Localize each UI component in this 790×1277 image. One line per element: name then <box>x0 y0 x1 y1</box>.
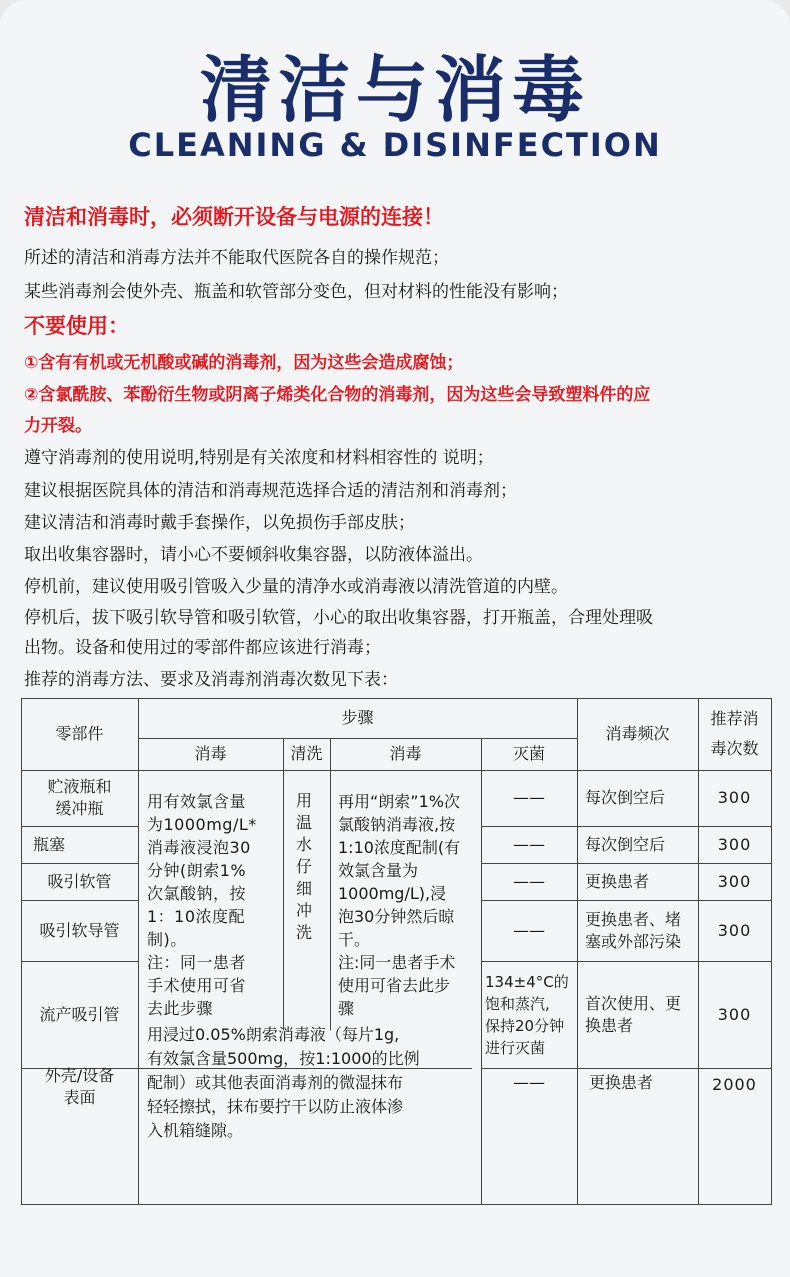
frequency-cell: 更换患者、堵 塞或外部污染 <box>585 909 682 951</box>
note-line: 遵守消毒剂的使用说明,特别是有关浓度和材料相容性的 说明； <box>24 448 494 468</box>
surface-text: 用浸过0.05%朗索消毒液（每片1g, 有效氯含量500mg，按1:1000的比例 配制）或其他表面消毒剂的微湿抹布 轻轻擦拭，抹布要拧干以防止液体渗 入机箱缝隙。 <box>147 1025 420 1140</box>
page-subtitle: CLEANING & DISINFECTION <box>128 126 662 164</box>
header-disinfect-2: 消毒 <box>389 744 422 763</box>
note-line: 推荐的消毒方法、要求及消毒剂消毒次数见下表： <box>24 670 398 690</box>
frequency-cell: 首次使用、更 换患者 <box>585 993 682 1035</box>
header-steps: 步骤 <box>341 708 374 727</box>
donot-title: 不要使用： <box>24 314 129 338</box>
donot-item: ②含氯酰胺、苯酚衍生物或阴离子烯类化合物的消毒剂，因为这些会导致塑料件的应 <box>24 385 651 405</box>
part-cell: 瓶塞 <box>33 834 66 854</box>
count-cell: 300 <box>717 788 752 807</box>
header-count-line: 毒次数 <box>710 739 759 758</box>
page-title: 清洁与消毒 <box>199 48 590 132</box>
count-cell: 2000 <box>712 1075 757 1094</box>
table-rule <box>283 738 284 1030</box>
header-disinfect-1: 消毒 <box>194 744 227 763</box>
header-count-line: 推荐消 <box>710 709 759 728</box>
part-cell: 流产吸引管 <box>39 1004 120 1024</box>
header-frequency: 消毒频次 <box>605 724 670 743</box>
disinfect2-text: 再用“朗索”1%次 氯酸钠消毒液,按 1:10浓度配制(有 效氯含量为 1000mg/L),浸 泡30分钟然后晾 干。 注:同一患者手术 使用可省去此步 骤 <box>338 792 461 1018</box>
part-cell: 吸引软导管 <box>39 920 120 940</box>
sterilize-cell: —— <box>513 834 545 854</box>
sterilize-cell: —— <box>513 788 545 807</box>
table-rule <box>330 738 331 1030</box>
part-cell: 外壳/设备 表面 <box>44 1066 115 1107</box>
donot-item: 力开裂。 <box>24 416 92 436</box>
frequency-cell: 更换患者 <box>589 1073 654 1092</box>
sterilize-cell: —— <box>513 871 545 891</box>
note-line: 所述的清洁和消毒方法并不能取代医院各自的操作规范； <box>24 248 449 268</box>
note-line: 建议清洁和消毒时戴手套操作，以免损伤手部皮肤； <box>24 513 415 533</box>
header-part: 零部件 <box>55 724 104 743</box>
count-cell: 300 <box>717 871 752 891</box>
sterilize-cell: —— <box>513 920 545 940</box>
disinfect1-text: 用有效氯含量 为1000mg/L* 消毒液浸泡30 分钟(朗索1% 次氯酸钠，按 1：10浓度配 制)。 注：同一患者 手术使用可省 去此步骤 <box>147 792 257 1018</box>
donot-item: ①含有有机或无机酸或碱的消毒剂，因为这些会造成腐蚀； <box>24 353 464 373</box>
note-line: 建议根据医院具体的清洁和消毒规范选择合适的清洁剂和消毒剂； <box>24 481 517 501</box>
table-rule <box>771 698 772 1205</box>
sterilize-cell: 134±4°C的 饱和蒸汽, 保持20分钟 进行灭菌 <box>485 972 569 1057</box>
frequency-cell: 更换患者 <box>585 871 650 891</box>
note-line: 出物。设备和使用过的零部件都应该进行消毒； <box>24 638 381 658</box>
table-rule <box>21 1204 772 1205</box>
part-cell: 贮液瓶和 缓冲瓶 <box>47 777 112 818</box>
rinse-text: 用 温 水 仔 细 冲 洗 <box>296 791 313 942</box>
sterilize-cell: —— <box>513 1073 545 1092</box>
part-cell: 吸引软管 <box>47 871 112 891</box>
count-cell: 300 <box>717 834 752 854</box>
header-count <box>698 698 771 770</box>
header-rinse: 清洗 <box>290 744 323 763</box>
table-rule <box>138 698 139 1205</box>
header-sterilize: 灭菌 <box>512 744 545 763</box>
note-line: 取出收集容器时，请小心不要倾斜收集容器，以防液体溢出。 <box>24 545 483 565</box>
note-line: 停机前，建议使用吸引管吸入少量的清净水或消毒液以清洗管道的内壁。 <box>24 577 568 597</box>
note-line: 停机后，拔下吸引软导管和吸引软管，小心的取出收集容器，打开瓶盖，合理处理吸 <box>24 608 653 628</box>
frequency-cell: 每次倒空后 <box>585 834 666 854</box>
warning-text: 清洁和消毒时，必须断开设备与电源的连接！ <box>24 205 444 229</box>
frequency-cell: 每次倒空后 <box>585 788 666 807</box>
count-cell: 300 <box>717 1004 752 1024</box>
count-cell: 300 <box>717 920 752 940</box>
note-line: 某些消毒剂会使外壳、瓶盖和软管部分变色，但对材料的性能没有影响； <box>24 282 568 302</box>
